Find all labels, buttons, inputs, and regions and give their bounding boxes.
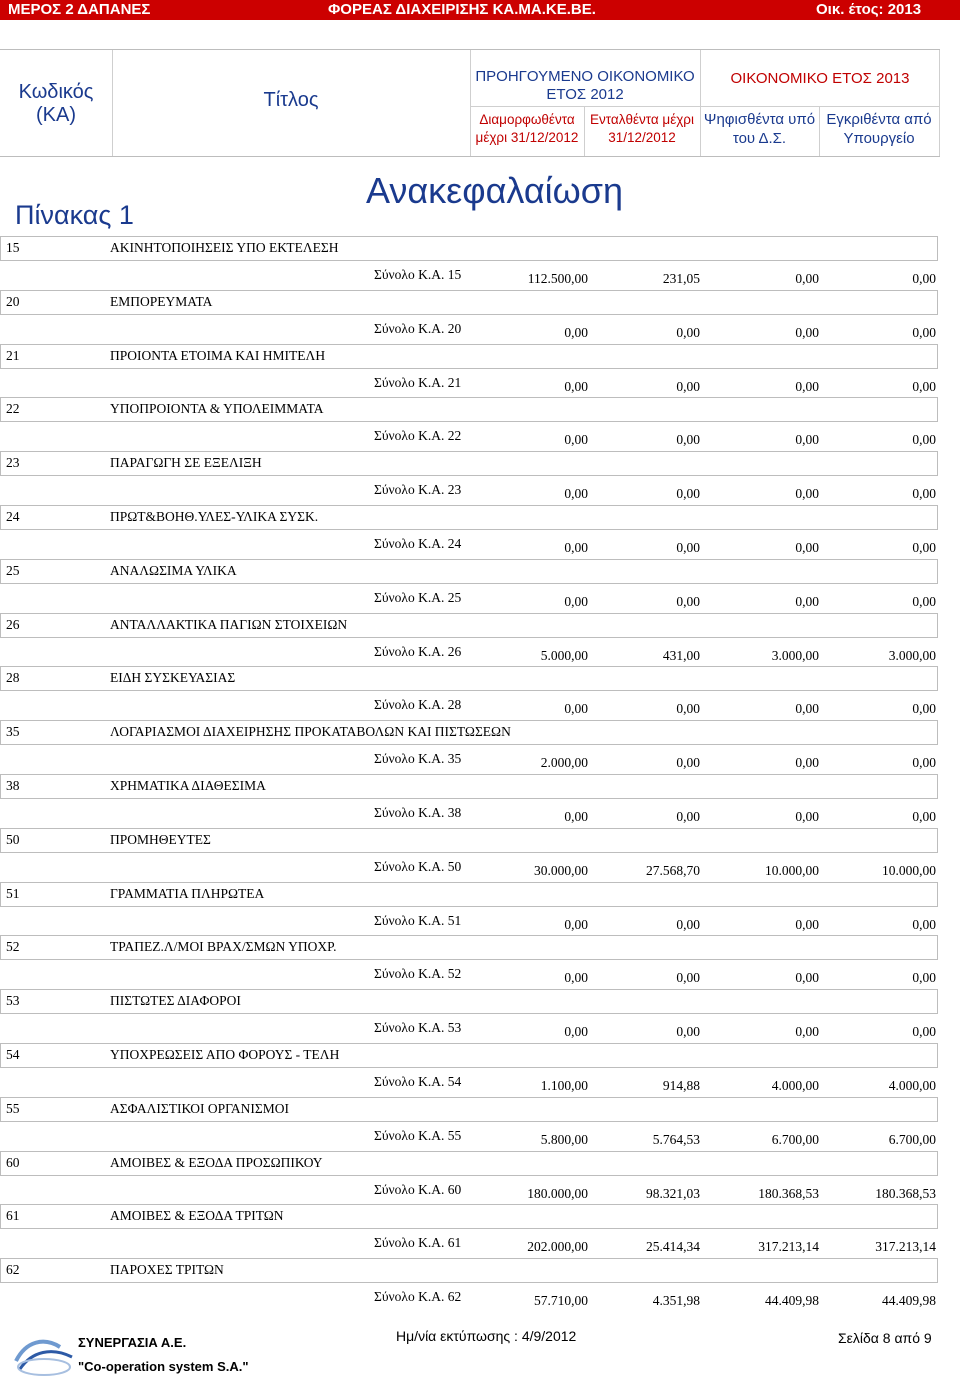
row-formed-value: 0,00 [564,1024,588,1039]
row-total-label: Σύνολο Κ.Α. 24 [374,536,462,551]
row-title: ΑΣΦΑΛΙΣΤΙΚΟΙ ΟΡΓΑΝΙΣΜΟΙ [110,1101,289,1116]
row-title: ΥΠΟΠΡΟΙΟΝΤΑ & ΥΠΟΛΕΙΜΜΑΤΑ [110,401,324,416]
row-title: ΕΙΔΗ ΣΥΣΚΕΥΑΣΙΑΣ [110,670,236,685]
row-total-label: Σύνολο Κ.Α. 20 [374,321,462,336]
part-label: ΜΕΡΟΣ 2 ΔΑΠΑΝΕΣ [8,1,151,18]
table-title: Πίνακας 1 [15,200,134,230]
row-title: ΠΙΣΤΩΤΕΣ ΔΙΑΦΟΡΟΙ [110,993,241,1008]
row-voted-value: 3.000,00 [771,648,819,663]
row-voted-value: 6.700,00 [771,1132,819,1147]
row-code: 24 [6,509,20,524]
row-code: 20 [6,294,20,309]
row-title: ΑΚΙΝΗΤΟΠΟΙΗΣΕΙΣ ΥΠΟ ΕΚΤΕΛΕΣΗ [110,240,339,255]
row-total-label: Σύνολο Κ.Α. 35 [374,751,462,766]
row-title: ΑΜΟΙΒΕΣ & ΕΞΟΔΑ ΠΡΟΣΩΠΙΚΟΥ [110,1155,323,1170]
row-code: 38 [6,778,20,793]
row-total-label: Σύνολο Κ.Α. 23 [374,482,462,497]
row-voted-value: 0,00 [795,970,819,985]
row-title: ΓΡΑΜΜΑΤΙΑ ΠΛΗΡΩΤΕΑ [110,886,265,901]
row-code: 55 [6,1101,20,1116]
row-voted-value: 44.409,98 [765,1293,819,1308]
row-total-label: Σύνολο Κ.Α. 61 [374,1235,462,1250]
row-title: ΛΟΓΑΡΙΑΣΜΟΙ ΔΙΑΧΕΙΡΗΣΗΣ ΠΡΟΚΑΤΑΒΟΛΩΝ ΚΑΙ ΠΙΣΤΩΣΕΩΝ [110,724,511,739]
previous-year-header: ΠΡΟΗΓΟΥΜΕΝΟ ΟΙΚΟΝΟΜΙΚΟ ΕΤΟΣ 2012 [475,68,695,103]
formed-column-header: Διαμορφωθέντα μέχρι 31/12/2012 [475,112,579,145]
row-title: ΕΜΠΟΡΕΥΜΑΤΑ [110,294,213,309]
row-approved-value: 0,00 [912,970,936,985]
row-code: 60 [6,1155,20,1170]
row-approved-value: 0,00 [912,486,936,501]
row-formed-value: 30.000,00 [534,863,588,878]
row-committed-value: 0,00 [676,755,700,770]
row-voted-value: 0,00 [795,755,819,770]
row-total-label: Σύνολο Κ.Α. 26 [374,644,462,659]
row-total-label: Σύνολο Κ.Α. 25 [374,590,462,605]
row-committed-value: 5.764,53 [652,1132,700,1147]
row-approved-value: 0,00 [912,271,936,286]
row-title: ΤΡΑΠΕΖ.Λ/ΜΟΙ ΒΡΑΧ/ΣΜΩΝ ΥΠΟΧΡ. [110,939,337,954]
row-formed-value: 57.710,00 [534,1293,588,1308]
fiscal-year-label: Οικ. έτος: 2013 [816,1,922,18]
row-code: 54 [6,1047,20,1062]
row-approved-value: 3.000,00 [888,648,936,663]
row-voted-value: 0,00 [795,379,819,394]
row-approved-value: 0,00 [912,325,936,340]
row-code: 35 [6,724,20,739]
row-title: ΑΝΑΛΩΣΙΜΑ ΥΛΙΚΑ [110,563,237,578]
top-bar [0,0,960,20]
row-formed-value: 202.000,00 [527,1239,588,1254]
print-date: Ημ/νία εκτύπωσης : 4/9/2012 [396,1328,577,1344]
row-approved-value: 0,00 [912,432,936,447]
row-formed-value: 1.100,00 [540,1078,588,1093]
row-committed-value: 431,00 [662,648,700,663]
row-code: 50 [6,832,20,847]
row-voted-value: 0,00 [795,486,819,501]
cooperation-logo-icon [14,1333,84,1379]
row-code: 53 [6,993,20,1008]
row-total-label: Σύνολο Κ.Α. 52 [374,966,462,981]
row-total-label: Σύνολο Κ.Α. 54 [374,1074,462,1089]
row-total-label: Σύνολο Κ.Α. 21 [374,375,462,390]
row-approved-value: 6.700,00 [888,1132,936,1147]
section-title: Ανακεφαλαίωση [366,170,623,211]
row-total-label: Σύνολο Κ.Α. 28 [374,697,462,712]
row-approved-value: 44.409,98 [882,1293,936,1308]
row-code: 15 [6,240,20,255]
row-approved-value: 317.213,14 [875,1239,936,1254]
row-formed-value: 112.500,00 [527,271,588,286]
row-formed-value: 180.000,00 [527,1186,588,1201]
approved-column-header: Εγκριθέντα από Υπουργείο [826,111,932,147]
row-total-label: Σύνολο Κ.Α. 53 [374,1020,462,1035]
code-column-header: Κωδικός (ΚΑ) [18,81,94,126]
row-approved-value: 0,00 [912,1024,936,1039]
row-committed-value: 98.321,03 [646,1186,700,1201]
row-formed-value: 0,00 [564,970,588,985]
row-total-label: Σύνολο Κ.Α. 51 [374,913,462,928]
row-code: 28 [6,670,20,685]
row-title: ΥΠΟΧΡΕΩΣΕΙΣ ΑΠΟ ΦΟΡΟΥΣ - ΤΕΛΗ [110,1047,340,1062]
row-voted-value: 10.000,00 [765,863,819,878]
row-code: 62 [6,1262,20,1277]
current-year-header: ΟΙΚΟΝΟΜΙΚΟ ΕΤΟΣ 2013 [730,70,910,87]
row-committed-value: 0,00 [676,379,700,394]
title-column-header: Τίτλος [263,89,319,111]
row-approved-value: 0,00 [912,917,936,932]
row-voted-value: 0,00 [795,432,819,447]
row-total-label: Σύνολο Κ.Α. 22 [374,428,462,443]
row-committed-value: 0,00 [676,970,700,985]
row-title: ΠΑΡΑΓΩΓΗ ΣΕ ΕΞΕΛΙΞΗ [110,455,262,470]
page-number: Σελίδα 8 από 9 [838,1330,932,1346]
row-formed-value: 5.000,00 [540,648,588,663]
row-committed-value: 0,00 [676,809,700,824]
row-approved-value: 0,00 [912,594,936,609]
row-code: 51 [6,886,20,901]
row-voted-value: 4.000,00 [771,1078,819,1093]
row-approved-value: 0,00 [912,379,936,394]
row-code: 22 [6,401,20,416]
row-formed-value: 2.000,00 [540,755,588,770]
row-committed-value: 914,88 [662,1078,700,1093]
row-formed-value: 0,00 [564,594,588,609]
row-approved-value: 4.000,00 [888,1078,936,1093]
row-total-label: Σύνολο Κ.Α. 60 [374,1182,462,1197]
row-total-label: Σύνολο Κ.Α. 15 [374,267,462,282]
row-code: 26 [6,617,20,632]
company-logo [14,1333,254,1379]
row-formed-value: 0,00 [564,432,588,447]
company-name-en: "Co-operation system S.A." [78,1359,249,1374]
row-total-label: Σύνολο Κ.Α. 50 [374,859,462,874]
row-title: ΑΜΟΙΒΕΣ & ΕΞΟΔΑ ΤΡΙΤΩΝ [110,1208,284,1223]
row-voted-value: 0,00 [795,540,819,555]
entity-label: ΦΟΡΕΑΣ ΔΙΑΧΕΙΡΙΣΗΣ ΚΑ.ΜΑ.ΚΕ.ΒΕ. [328,1,596,18]
row-committed-value: 0,00 [676,917,700,932]
row-committed-value: 0,00 [676,701,700,716]
row-formed-value: 0,00 [564,540,588,555]
row-title: ΠΡΟΜΗΘΕΥΤΕΣ [110,832,211,847]
row-formed-value: 0,00 [564,809,588,824]
row-committed-value: 0,00 [676,540,700,555]
row-voted-value: 0,00 [795,917,819,932]
row-committed-value: 0,00 [676,325,700,340]
row-code: 23 [6,455,20,470]
company-name: ΣΥΝΕΡΓΑΣΙΑ Α.Ε. [78,1335,187,1350]
row-voted-value: 0,00 [795,809,819,824]
row-voted-value: 0,00 [795,701,819,716]
row-formed-value: 5.800,00 [540,1132,588,1147]
row-voted-value: 0,00 [795,594,819,609]
row-voted-value: 0,00 [795,1024,819,1039]
row-committed-value: 0,00 [676,594,700,609]
row-approved-value: 0,00 [912,809,936,824]
row-title: ΑΝΤΑΛΛΑΚΤΙΚΑ ΠΑΓΙΩΝ ΣΤΟΙΧΕΙΩΝ [110,617,348,632]
row-voted-value: 0,00 [795,325,819,340]
row-formed-value: 0,00 [564,486,588,501]
row-approved-value: 10.000,00 [882,863,936,878]
row-formed-value: 0,00 [564,325,588,340]
row-voted-value: 317.213,14 [758,1239,819,1254]
row-committed-value: 231,05 [662,271,700,286]
row-committed-value: 0,00 [676,1024,700,1039]
row-approved-value: 0,00 [912,701,936,716]
row-approved-value: 0,00 [912,540,936,555]
row-approved-value: 180.368,53 [875,1186,936,1201]
voted-column-header: Ψηφισθέντα υπό του Δ.Σ. [703,111,816,147]
row-voted-value: 0,00 [795,271,819,286]
row-total-label: Σύνολο Κ.Α. 62 [374,1289,462,1304]
committed-column-header: Ενταλθέντα μέχρι 31/12/2012 [590,112,694,145]
row-committed-value: 4.351,98 [652,1293,700,1308]
row-committed-value: 27.568,70 [646,863,700,878]
column-header [0,49,940,157]
row-code: 21 [6,348,20,363]
row-title: ΧΡΗΜΑΤΙΚΑ ΔΙΑΘΕΣΙΜΑ [110,778,266,793]
row-formed-value: 0,00 [564,379,588,394]
row-code: 25 [6,563,20,578]
row-total-label: Σύνολο Κ.Α. 55 [374,1128,462,1143]
row-title: ΠΑΡΟΧΕΣ ΤΡΙΤΩΝ [110,1262,224,1277]
row-committed-value: 0,00 [676,486,700,501]
row-title: ΠΡΟΙΟΝΤΑ ΕΤΟΙΜΑ ΚΑΙ ΗΜΙΤΕΛΗ [110,348,326,363]
row-title: ΠΡΩΤ&ΒΟΗΘ.ΥΛΕΣ-ΥΛΙΚΑ ΣΥΣΚ. [110,509,319,524]
row-formed-value: 0,00 [564,701,588,716]
row-voted-value: 180.368,53 [758,1186,819,1201]
row-code: 52 [6,939,20,954]
row-approved-value: 0,00 [912,755,936,770]
row-formed-value: 0,00 [564,917,588,932]
row-committed-value: 0,00 [676,432,700,447]
row-committed-value: 25.414,34 [646,1239,700,1254]
row-code: 61 [6,1208,20,1223]
row-total-label: Σύνολο Κ.Α. 38 [374,805,462,820]
